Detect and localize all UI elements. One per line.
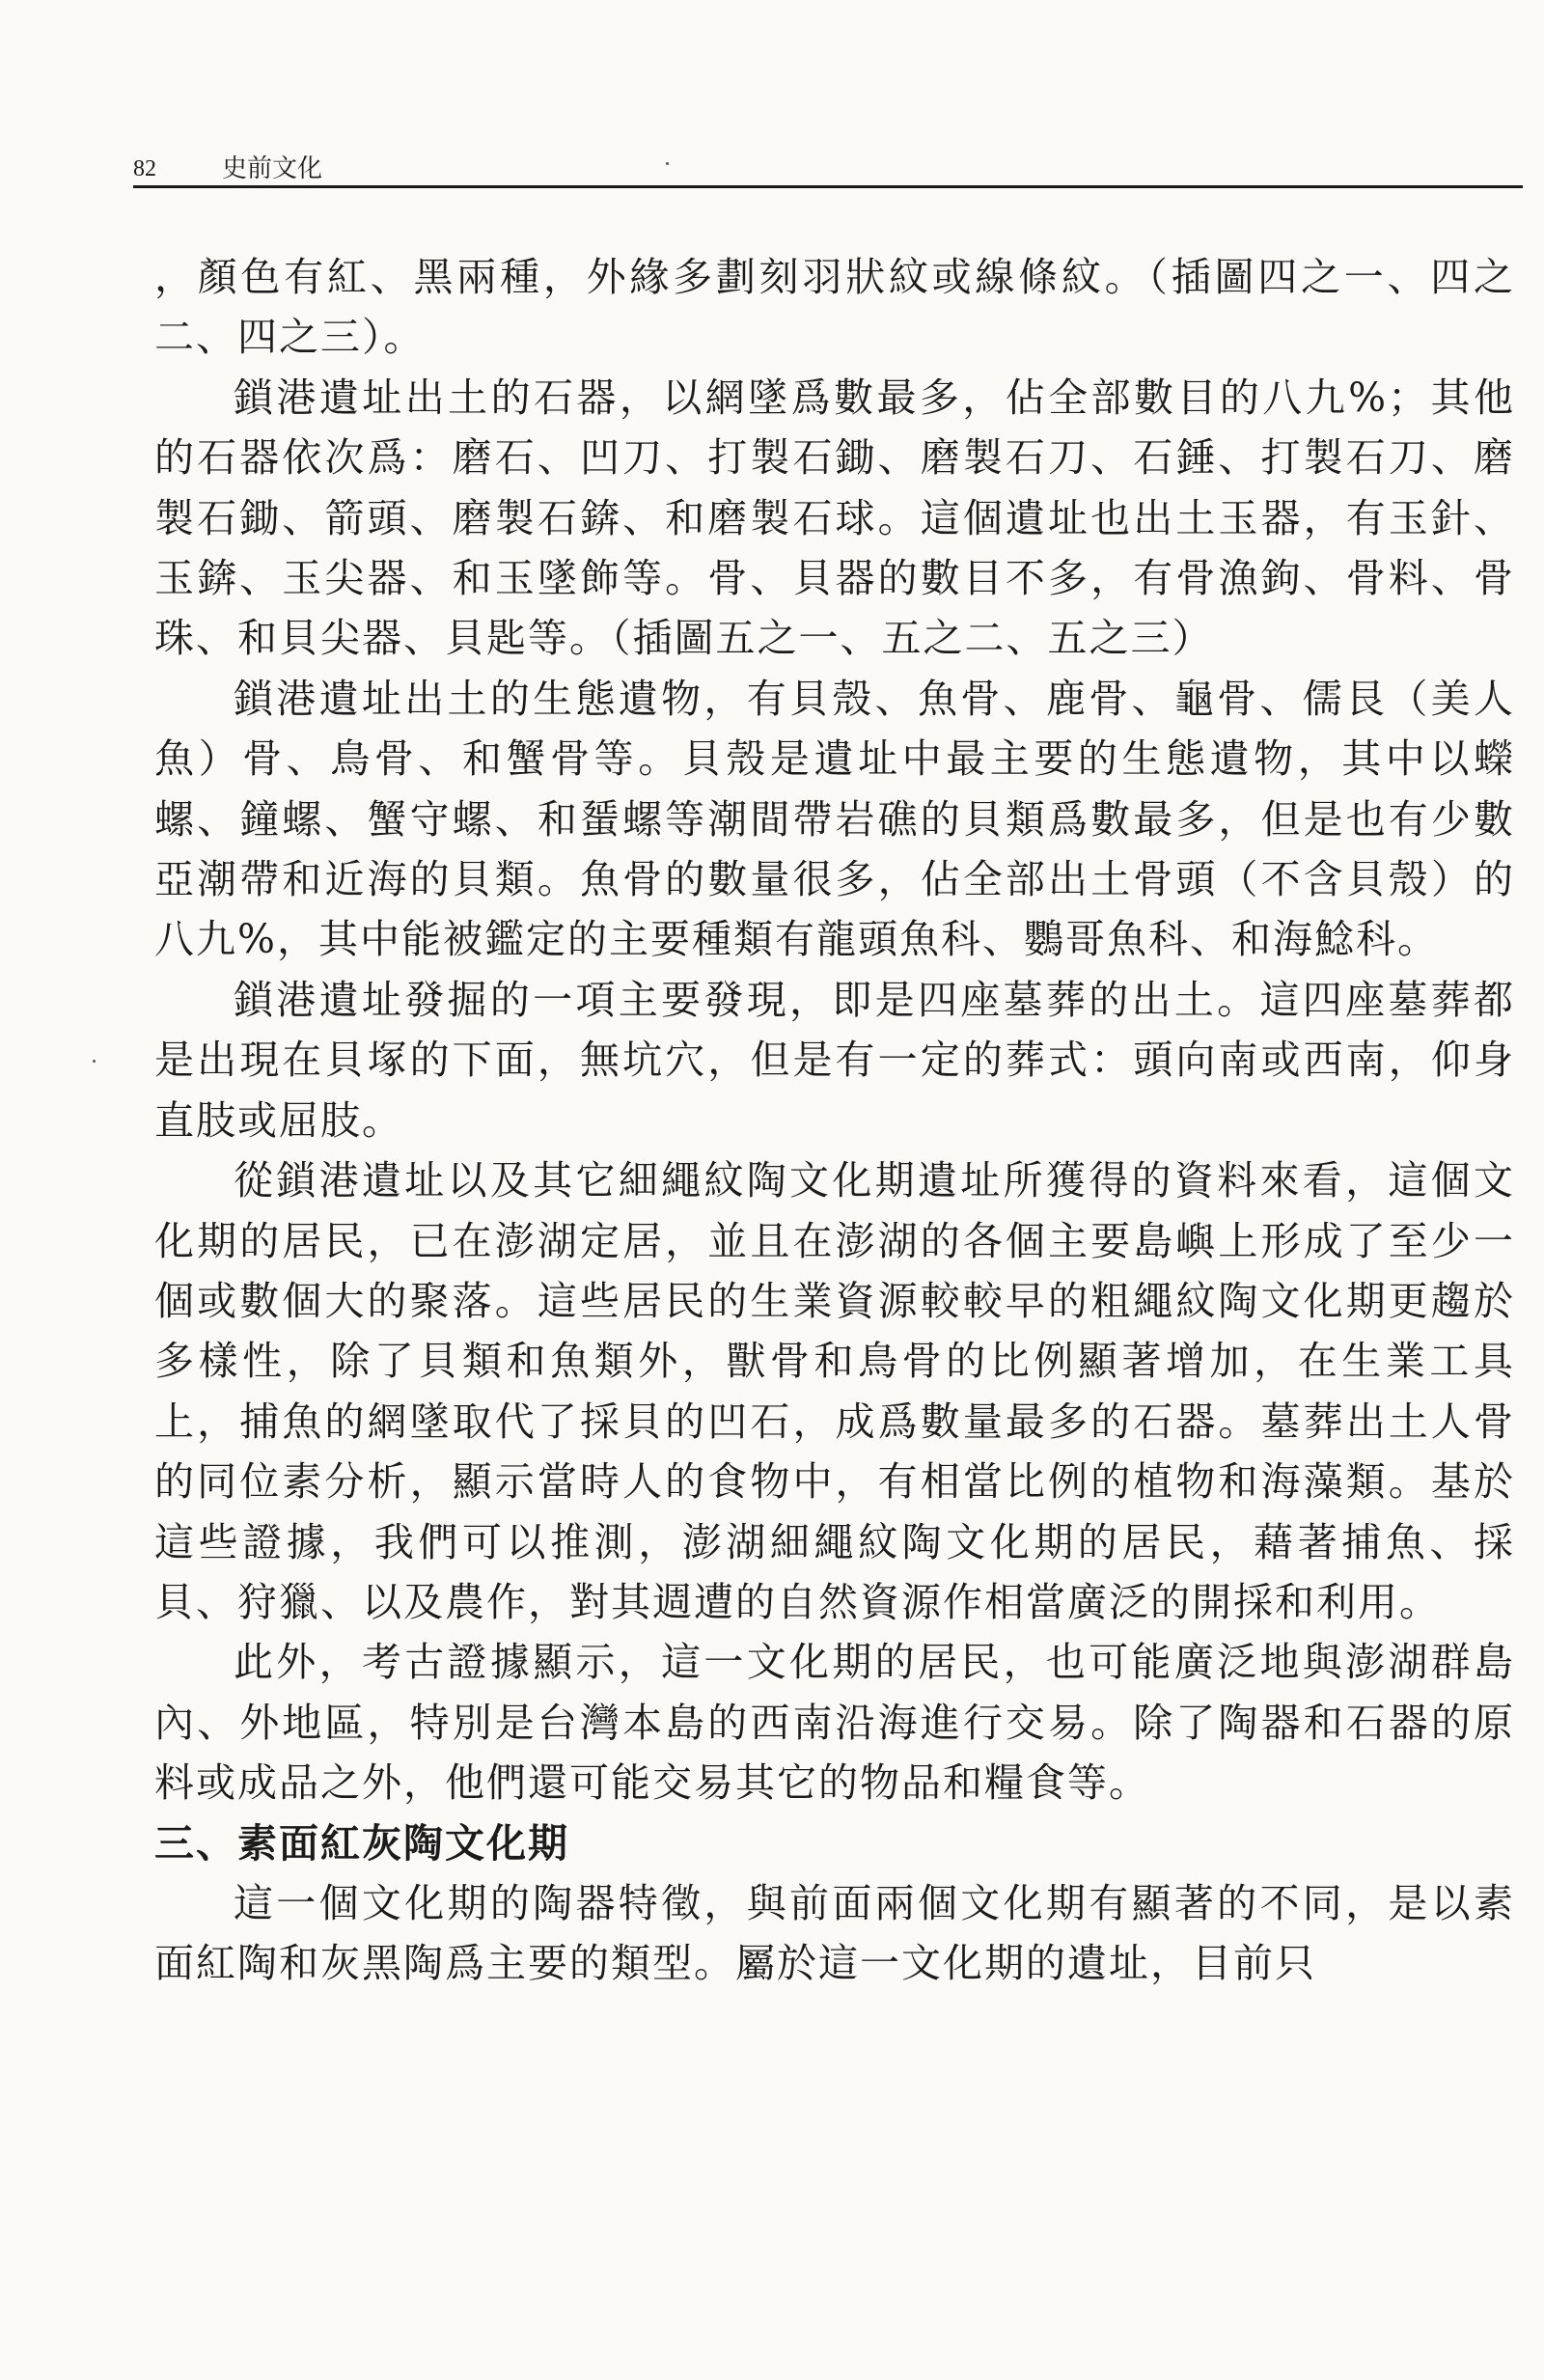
paragraph-continued: ，顏色有紅、黑兩種，外緣多劃刻羽狀紋或線條紋。（插圖四之一、四之二、四之三）。 bbox=[154, 254, 1515, 361]
running-title: 史前文化 bbox=[222, 154, 323, 183]
section-heading: 三、素面紅灰陶文化期 bbox=[154, 1819, 569, 1867]
header-rule bbox=[133, 185, 1523, 188]
scan-speck bbox=[666, 162, 669, 165]
paragraph-settlement: 從鎖港遺址以及其它細繩紋陶文化期遺址所獲得的資料來看，這個文化期的居民，已在澎湖定居，並且在澎湖的各個主要島嶼上形成了至少一個或數個大的聚落。這些居民的生業資源較較早的粗繩紋陶文化期更趨於多樣性，除了貝類和魚類外，獸骨和鳥骨的比例顯著增加，在生業工具上，捕魚的網墜取代了採貝的凹石，成爲數量最多的石器。墓葬出土人骨的同位素分析，顯示當時人的食物中，有相當比例的植物和海藻類。基於這些證據，我們可以推測，澎湖細繩紋陶文化期的居民，藉著捕魚、採貝、狩獵、以及農作，對其週遭的自然資源作相當廣泛的開採和利用。 bbox=[154, 1157, 1515, 1625]
scan-speck bbox=[93, 1060, 96, 1063]
page-number: 82 bbox=[133, 156, 156, 181]
paragraph-stone-tools: 鎖港遺址出土的石器，以網墜爲數最多，佔全部數目的八九%；其他的石器依次爲：磨石、凹刀、打製石鋤、磨製石刀、石錘、打製石刀、磨製石鋤、箭頭、磨製石錛、和磨製石球。這個遺址也出土玉器，有玉針、玉錛、玉尖器、和玉墜飾等。骨、貝器的數目不多，有骨漁鉤、骨料、骨珠、和貝尖器、貝匙等。（插圖五之一、五之二、五之三） bbox=[154, 374, 1515, 662]
body-text bbox=[154, 247, 1515, 1994]
paragraph-burials: 鎖港遺址發掘的一項主要發現，即是四座墓葬的出土。這四座墓葬都是出現在貝塚的下面，無坑穴，但是有一定的葬式：頭向南或西南，仰身直肢或屈肢。 bbox=[154, 976, 1515, 1144]
paragraph-ecofacts: 鎖港遺址出土的生態遺物，有貝殼、魚骨、鹿骨、龜骨、儒艮（美人魚）骨、鳥骨、和蟹骨等。貝殼是遺址中最主要的生態遺物，其中以蠑螺、鐘螺、蟹守螺、和蜑螺等潮間帶岩礁的貝類爲數最多，但是也有少數亞潮帶和近海的貝類。魚骨的數量很多，佔全部出土骨頭（不含貝殼）的八九%，其中能被鑑定的主要種類有龍頭魚科、鸚哥魚科、和海鯰科。 bbox=[154, 675, 1515, 963]
running-header bbox=[133, 145, 1523, 187]
paragraph-plain-pottery: 這一個文化期的陶器特徵，與前面兩個文化期有顯著的不同，是以素面紅陶和灰黑陶爲主要的類型。屬於這一文化期的遺址，目前只 bbox=[154, 1879, 1515, 1987]
paragraph-trade: 此外，考古證據顯示，這一文化期的居民，也可能廣泛地與澎湖群島內、外地區，特別是台灣本島的西南沿海進行交易。除了陶器和石器的原料或成品之外，他們還可能交易其它的物品和糧食等。 bbox=[154, 1639, 1515, 1807]
